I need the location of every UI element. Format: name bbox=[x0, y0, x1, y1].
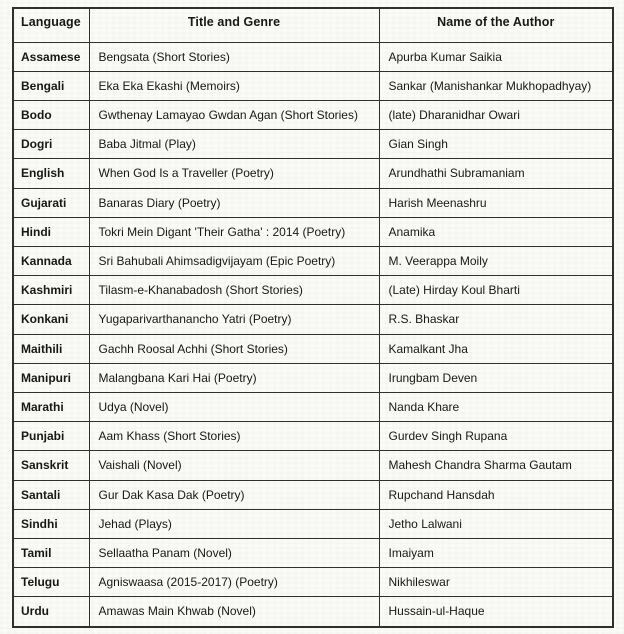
language-cell: Marathi bbox=[13, 392, 89, 421]
author-cell: Imaiyam bbox=[379, 538, 613, 567]
language-cell: Punjabi bbox=[13, 422, 89, 451]
table-row bbox=[13, 568, 613, 597]
author-cell: Jetho Lalwani bbox=[379, 509, 613, 538]
author-cell: Anamika bbox=[379, 217, 613, 246]
column-header-title-genre: Title and Genre bbox=[89, 8, 379, 42]
table-row bbox=[13, 480, 613, 509]
title-genre-cell: Gwthenay Lamayao Gwdan Agan (Short Stories) bbox=[89, 100, 379, 129]
table-row bbox=[13, 392, 613, 421]
table-header bbox=[13, 8, 613, 42]
language-cell: Kannada bbox=[13, 246, 89, 275]
language-cell: Sindhi bbox=[13, 509, 89, 538]
language-cell: Manipuri bbox=[13, 363, 89, 392]
author-cell: Apurba Kumar Saikia bbox=[379, 42, 613, 71]
author-cell: Gian Singh bbox=[379, 130, 613, 159]
table-row bbox=[13, 246, 613, 275]
language-cell: Sanskrit bbox=[13, 451, 89, 480]
language-cell: Assamese bbox=[13, 42, 89, 71]
table-row bbox=[13, 451, 613, 480]
language-cell: Hindi bbox=[13, 217, 89, 246]
language-cell: Dogri bbox=[13, 130, 89, 159]
title-genre-cell: Tilasm-e-Khanabadosh (Short Stories) bbox=[89, 276, 379, 305]
title-genre-cell: Baba Jitmal (Play) bbox=[89, 130, 379, 159]
table-row bbox=[13, 509, 613, 538]
table-row bbox=[13, 597, 613, 627]
title-genre-cell: Gur Dak Kasa Dak (Poetry) bbox=[89, 480, 379, 509]
author-cell: Irungbam Deven bbox=[379, 363, 613, 392]
table-row bbox=[13, 159, 613, 188]
language-cell: Gujarati bbox=[13, 188, 89, 217]
author-cell: (late) Dharanidhar Owari bbox=[379, 100, 613, 129]
table-row bbox=[13, 363, 613, 392]
author-cell: Mahesh Chandra Sharma Gautam bbox=[379, 451, 613, 480]
awards-table bbox=[12, 7, 614, 628]
language-cell: English bbox=[13, 159, 89, 188]
language-cell: Bengali bbox=[13, 71, 89, 100]
author-cell: Gurdev Singh Rupana bbox=[379, 422, 613, 451]
title-genre-cell: Tokri Mein Digant 'Their Gatha' : 2014 (Poetry) bbox=[89, 217, 379, 246]
author-cell: Hussain-ul-Haque bbox=[379, 597, 613, 627]
language-cell: Tamil bbox=[13, 538, 89, 567]
title-genre-cell: Agniswaasa (2015-2017) (Poetry) bbox=[89, 568, 379, 597]
title-genre-cell: Amawas Main Khwab (Novel) bbox=[89, 597, 379, 627]
column-header-author: Name of the Author bbox=[379, 8, 613, 42]
author-cell: Rupchand Hansdah bbox=[379, 480, 613, 509]
table-row bbox=[13, 334, 613, 363]
title-genre-cell: Jehad (Plays) bbox=[89, 509, 379, 538]
author-cell: Arundhathi Subramaniam bbox=[379, 159, 613, 188]
table-row bbox=[13, 130, 613, 159]
title-genre-cell: Sri Bahubali Ahimsadigvijayam (Epic Poetry) bbox=[89, 246, 379, 275]
table-row bbox=[13, 42, 613, 71]
author-cell: Nikhileswar bbox=[379, 568, 613, 597]
title-genre-cell: Malangbana Kari Hai (Poetry) bbox=[89, 363, 379, 392]
language-cell: Konkani bbox=[13, 305, 89, 334]
header-row bbox=[13, 8, 613, 42]
title-genre-cell: Eka Eka Ekashi (Memoirs) bbox=[89, 71, 379, 100]
table-row bbox=[13, 100, 613, 129]
table-row bbox=[13, 217, 613, 246]
title-genre-cell: Sellaatha Panam (Novel) bbox=[89, 538, 379, 567]
language-cell: Santali bbox=[13, 480, 89, 509]
language-cell: Maithili bbox=[13, 334, 89, 363]
title-genre-cell: Banaras Diary (Poetry) bbox=[89, 188, 379, 217]
title-genre-cell: Bengsata (Short Stories) bbox=[89, 42, 379, 71]
title-genre-cell: When God Is a Traveller (Poetry) bbox=[89, 159, 379, 188]
title-genre-cell: Vaishali (Novel) bbox=[89, 451, 379, 480]
title-genre-cell: Yugaparivarthanancho Yatri (Poetry) bbox=[89, 305, 379, 334]
author-cell: Sankar (Manishankar Mukhopadhyay) bbox=[379, 71, 613, 100]
author-cell: Kamalkant Jha bbox=[379, 334, 613, 363]
table-row bbox=[13, 71, 613, 100]
title-genre-cell: Gachh Roosal Achhi (Short Stories) bbox=[89, 334, 379, 363]
author-cell: Harish Meenashru bbox=[379, 188, 613, 217]
table-row bbox=[13, 188, 613, 217]
title-genre-cell: Udya (Novel) bbox=[89, 392, 379, 421]
language-cell: Urdu bbox=[13, 597, 89, 627]
language-cell: Kashmiri bbox=[13, 276, 89, 305]
table-row bbox=[13, 422, 613, 451]
author-cell: M. Veerappa Moily bbox=[379, 246, 613, 275]
table-row bbox=[13, 538, 613, 567]
author-cell: (Late) Hirday Koul Bharti bbox=[379, 276, 613, 305]
table-body bbox=[13, 42, 613, 627]
language-cell: Bodo bbox=[13, 100, 89, 129]
author-cell: R.S. Bhaskar bbox=[379, 305, 613, 334]
author-cell: Nanda Khare bbox=[379, 392, 613, 421]
language-cell: Telugu bbox=[13, 568, 89, 597]
table-row bbox=[13, 305, 613, 334]
table-row bbox=[13, 276, 613, 305]
title-genre-cell: Aam Khass (Short Stories) bbox=[89, 422, 379, 451]
column-header-language: Language bbox=[13, 8, 89, 42]
